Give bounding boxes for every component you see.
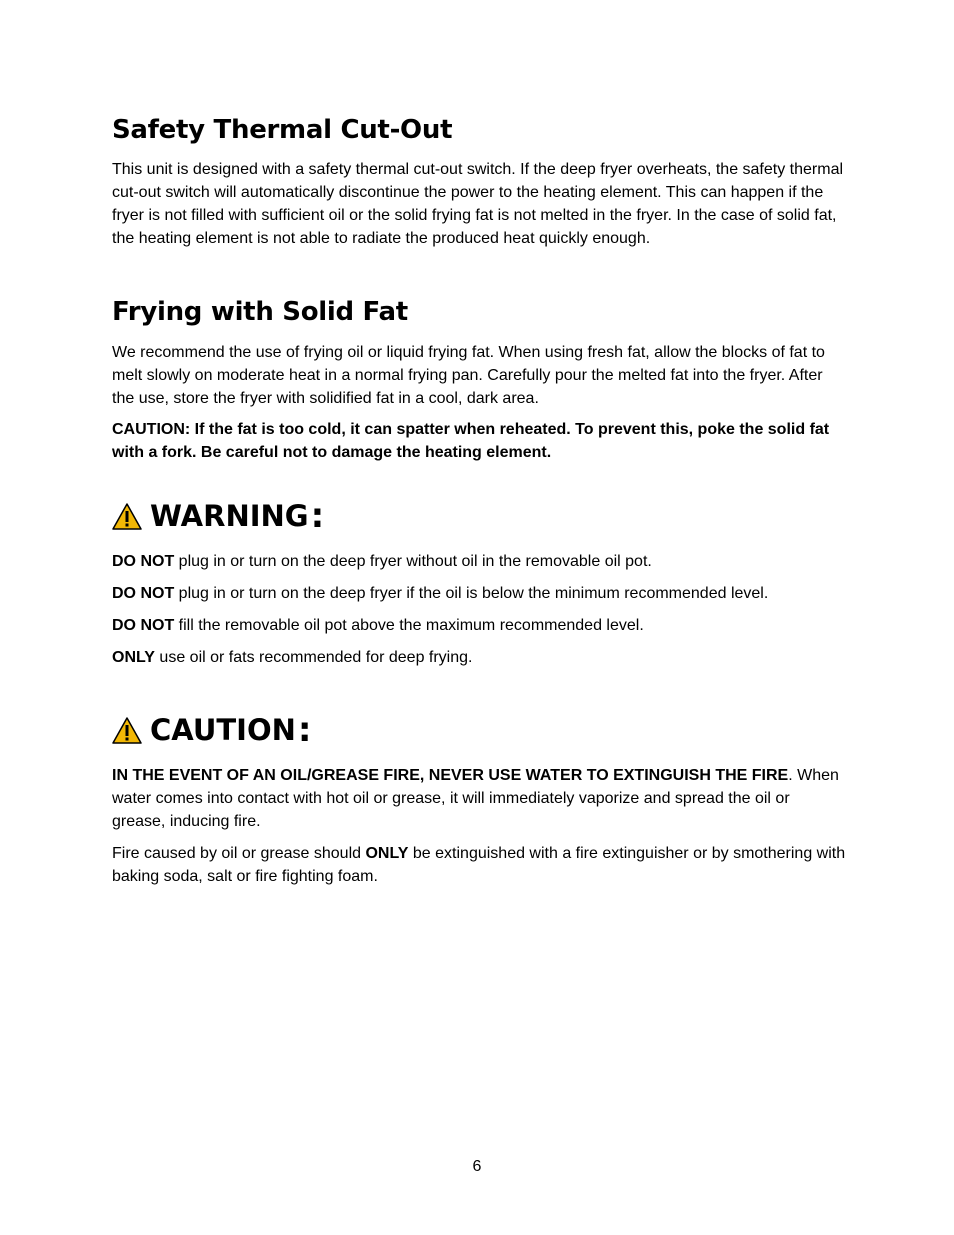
caution-heading-colon: : — [297, 710, 312, 750]
warning-item-1 — [112, 550, 847, 573]
warning-triangle-icon — [112, 503, 142, 530]
caution-p2-post: be extinguished with a fire extinguisher or by smothering with baking soda, salt or fire fighting foam. — [112, 845, 846, 885]
caution-paragraph-2 — [112, 842, 847, 888]
warning-item-3-text: fill the removable oil pot above the maximum recommended level. — [174, 617, 644, 634]
warning-item-3-bold: DO NOT — [112, 617, 175, 634]
warning-item-2-bold: DO NOT — [112, 585, 175, 602]
heading-safety-thermal-cut-out: Safety Thermal Cut-Out — [112, 115, 453, 145]
caution-paragraph-1 — [112, 764, 847, 833]
warning-item-4-bold: ONLY — [112, 649, 155, 666]
caution-p2-bold: ONLY — [365, 845, 409, 862]
caution-p1-text: . When water comes into contact with hot oil or grease, it will immediately vaporize and spread the oil or grease, inducing fire. — [112, 767, 839, 830]
caution-heading — [112, 710, 312, 750]
warning-item-4 — [112, 646, 847, 669]
warning-item-4-text: use oil or fats recommended for deep frying. — [154, 649, 473, 666]
caution-p2-pre: Fire caused by oil or grease should — [112, 845, 366, 862]
caution-p1-bold: IN THE EVENT OF AN OIL/GREASE FIRE, NEVER USE WATER TO EXTINGUISH THE FIRE — [112, 767, 789, 784]
warning-item-2 — [112, 582, 847, 605]
warning-item-1-text: plug in or turn on the deep fryer without oil in the removable oil pot. — [174, 553, 652, 570]
warning-item-3 — [112, 614, 847, 637]
warning-triangle-icon — [112, 717, 142, 744]
warning-heading — [112, 496, 325, 536]
warning-item-2-text: plug in or turn on the deep fryer if the oil is below the minimum recommended level. — [174, 585, 769, 602]
solid-fat-caution — [112, 418, 847, 464]
caution-heading-text: CAUTION — [150, 713, 296, 747]
thermal-paragraph: This unit is designed with a safety thermal cut-out switch. If the deep fryer overheats, the safety thermal cut-out switch will automatically discontinue the power to the heating element. This can happen if the fryer is not filled with sufficient oil or the solid frying fat is not melted in the fryer. In the case of solid fat, the heating element is not able to radiate the produced heat quickly enough. — [112, 161, 844, 247]
warning-heading-colon: : — [310, 496, 325, 536]
heading-frying-solid-fat: Frying with Solid Fat — [112, 297, 408, 327]
page-number: 6 — [472, 1158, 482, 1175]
warning-item-1-bold: DO NOT — [112, 553, 175, 570]
solid-fat-paragraph: We recommend the use of frying oil or liquid frying fat. When using fresh fat, allow the blocks of fat to melt slowly on moderate heat in a normal frying pan. Carefully pour the melted fat into the fryer. After the use, store the fryer with solidified fat in a cool, dark area. — [112, 344, 825, 407]
warning-heading-text: WARNING — [150, 499, 309, 533]
solid-fat-caution-text: CAUTION: If the fat is too cold, it can spatter when reheated. To prevent this, poke the solid fat with a fork. Be careful not to damage the heating element. — [112, 421, 830, 461]
